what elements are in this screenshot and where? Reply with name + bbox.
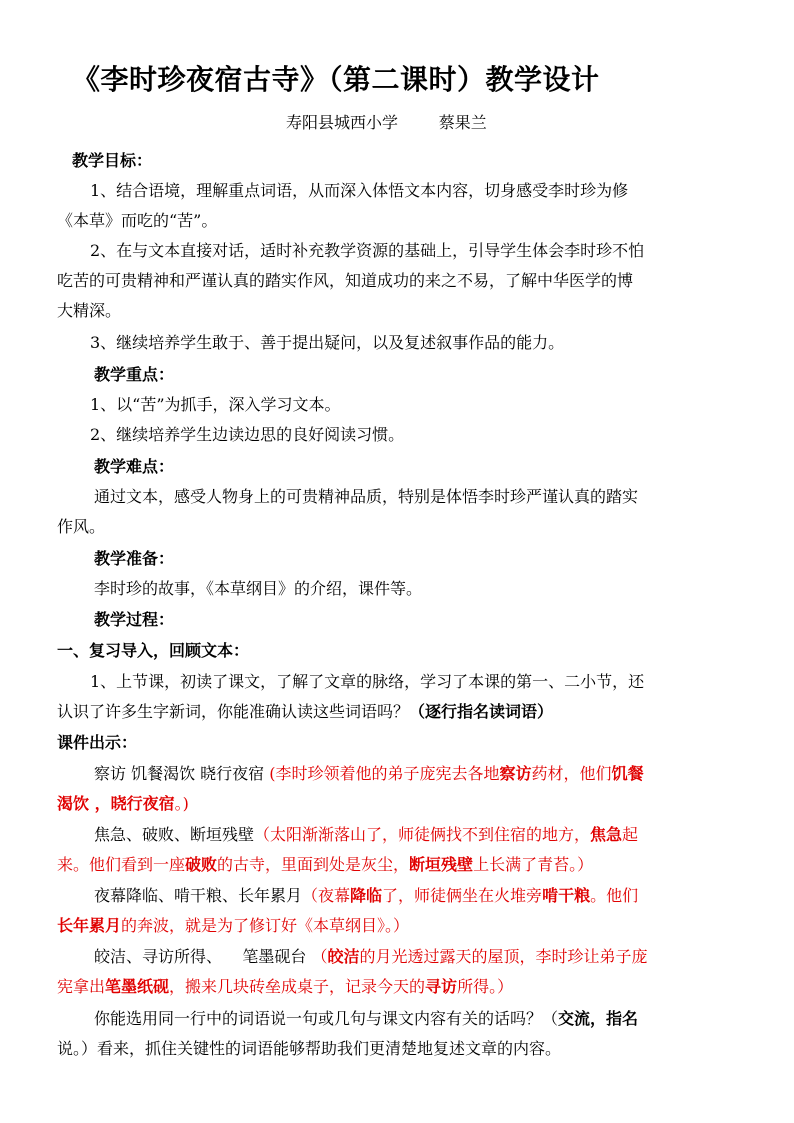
sentence-fragment: 所得。） bbox=[457, 977, 514, 996]
closing-text-2: 说。 bbox=[57, 1039, 82, 1058]
sentence-fragment: 上长满了青苔。） bbox=[473, 855, 594, 874]
vocab-sentence-3a bbox=[302, 886, 638, 905]
sentence-fragment: 宪拿出 bbox=[57, 977, 106, 996]
highlighted-keyword: 破败 bbox=[185, 855, 218, 874]
sentence-fragment: 药材，他们 bbox=[531, 764, 612, 783]
sentence-fragment: （ bbox=[306, 947, 328, 966]
closing-bold-1: 交流，指名 bbox=[558, 1009, 639, 1028]
vocab-row-4-line-2 bbox=[57, 977, 513, 997]
step-1-line-2 bbox=[57, 702, 553, 722]
sentence-fragment: ，搬来几块砖垒成桌子，记录今天的 bbox=[169, 977, 426, 996]
key-heading: 教学重点： bbox=[94, 365, 175, 384]
process-heading: 教学过程： bbox=[94, 610, 175, 629]
preparation-heading: 教学准备： bbox=[94, 549, 175, 568]
vocab-row-2-line-2 bbox=[57, 855, 593, 875]
key-point-2: 2、继续培养学生边读边思的良好阅读习惯。 bbox=[90, 425, 405, 444]
step-1-line-2-text: 认识了许多生字新词，你能准确认读这些词语吗？ bbox=[57, 702, 410, 721]
section-1-heading: 一、复习导入，回顾文本： bbox=[57, 641, 250, 660]
sentence-fragment: 。) bbox=[174, 794, 189, 813]
highlighted-keyword: 饥餐 bbox=[611, 764, 644, 783]
step-1-note: （逐行指名读词语） bbox=[409, 702, 554, 721]
preparation-text: 李时珍的故事，《本草纲目》的介绍，课件等。 bbox=[94, 579, 423, 598]
difficulty-line-1: 通过文本，感受人物身上的可贵精神品质，特别是体悟李时珍严谨认真的踏实 bbox=[94, 487, 639, 506]
vocab-sentence-1a bbox=[264, 764, 643, 783]
vocab-sentence-4a bbox=[306, 947, 647, 966]
highlighted-keyword: 寻访 bbox=[425, 977, 458, 996]
highlighted-keyword: 啃干粮 bbox=[542, 886, 591, 905]
closing-text-1: 你能选用同一行中的词语说一句或几句与课文内容有关的话吗？（ bbox=[94, 1009, 559, 1028]
vocab-words-4: 皎洁、寻访所得、 笔墨砚台 bbox=[94, 947, 307, 966]
highlighted-keyword: 渴饮 ，晓行夜宿 bbox=[57, 794, 175, 813]
author-line: 寿阳县城西小学 蔡果兰 bbox=[286, 113, 487, 132]
sentence-fragment: 了，师徒俩坐在火堆旁 bbox=[382, 886, 543, 905]
difficulty-line-2: 作风。 bbox=[57, 517, 106, 536]
goal-3: 3、继续培养学生敢于、善于提出疑问，以及复述叙事作品的能力。 bbox=[90, 333, 565, 352]
key-point-1: 1、以“苦”为抓手，深入学习文本。 bbox=[90, 395, 341, 414]
vocab-words-2: 焦急、破败、断垣残壁 bbox=[94, 825, 255, 844]
highlighted-keyword: 降临 bbox=[350, 886, 383, 905]
highlighted-keyword: 断垣残壁 bbox=[409, 855, 474, 874]
closing-line-1 bbox=[94, 1009, 638, 1029]
vocab-words-3: 夜幕降临、啃干粮、长年累月 bbox=[94, 886, 303, 905]
sentence-fragment: 的月光透过露天的屋顶，李时珍让弟子庞 bbox=[359, 947, 648, 966]
vocab-words-1: 察访 饥餐渴饮 晓行夜宿 bbox=[94, 764, 265, 783]
goal-2-line-2: 吃苦的可贵精神和严谨认真的踏实作风，知道成功的来之不易，了解中华医学的博 bbox=[57, 271, 634, 290]
goal-2-line-3: 大精深。 bbox=[57, 301, 122, 320]
highlighted-keyword: 笔墨纸砚 bbox=[105, 977, 170, 996]
vocab-row-2-line-1 bbox=[94, 825, 638, 845]
sentence-fragment: （太阳渐渐落山了，师徒俩找不到住宿的地方， bbox=[254, 825, 591, 844]
sentence-fragment: 的奔波，就是为了修订好《本草纲目》。） bbox=[121, 916, 410, 935]
vocab-row-1-line-1 bbox=[94, 764, 644, 784]
sentence-fragment: 起 bbox=[622, 825, 639, 844]
step-1-line-1: 1、上节课，初读了课文，了解了文章的脉络，学习了本课的第一、二小节，还 bbox=[90, 672, 645, 691]
sentence-fragment: 来。他们看到一座 bbox=[57, 855, 186, 874]
highlighted-keyword: 长年累月 bbox=[57, 916, 122, 935]
highlighted-keyword: 察访 bbox=[499, 764, 532, 783]
highlighted-keyword: 皎洁 bbox=[327, 947, 360, 966]
sentence-fragment: 的古寺，里面到处是灰尘， bbox=[217, 855, 410, 874]
sentence-fragment: 。他们 bbox=[590, 886, 639, 905]
goal-2-line-1: 2、在与文本直接对话，适时补充教学资源的基础上，引导学生体会李时珍不怕 bbox=[90, 241, 645, 260]
vocab-row-1-line-2 bbox=[57, 794, 189, 814]
closing-text-3: ）看来，抓住关键性的词语能够帮助我们更清楚地复述文章的内容。 bbox=[81, 1039, 562, 1058]
goal-1-line-2: 《本草》而吃的“苦”。 bbox=[57, 211, 218, 230]
closing-line-2 bbox=[57, 1039, 561, 1059]
goals-heading: 教学目标： bbox=[72, 151, 153, 170]
vocab-sentence-2a bbox=[254, 825, 638, 844]
vocab-row-3-line-2 bbox=[57, 916, 409, 936]
vocab-row-4-line-1 bbox=[94, 947, 647, 967]
difficulty-heading: 教学难点： bbox=[94, 457, 175, 476]
sentence-fragment: (李时珍领着他的弟子庞宪去各地 bbox=[264, 764, 500, 783]
goal-1-line-1: 1、结合语境，理解重点词语，从而深入体悟文本内容，切身感受李时珍为修 bbox=[90, 181, 629, 200]
document-title: 《李时珍夜宿古寺》（第二课时）教学设计 bbox=[72, 63, 600, 96]
courseware-heading: 课件出示： bbox=[57, 733, 138, 752]
sentence-fragment: （夜幕 bbox=[302, 886, 351, 905]
vocab-row-3-line-1 bbox=[94, 886, 638, 906]
highlighted-keyword: 焦急 bbox=[590, 825, 623, 844]
